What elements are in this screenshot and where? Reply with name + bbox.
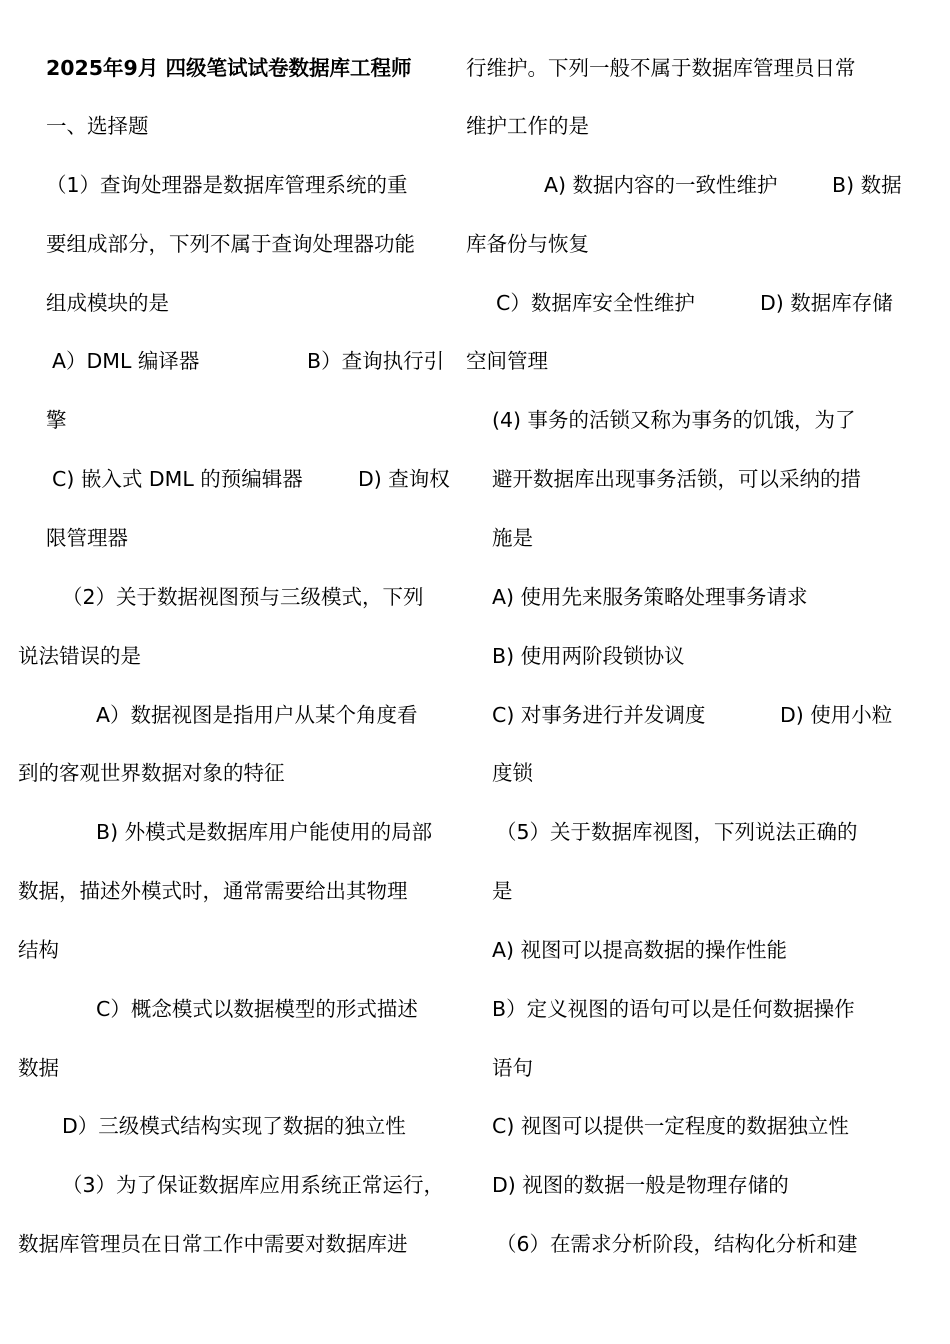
q3-option-c: C）数据库安全性维护	[496, 291, 695, 315]
right-line-q4-b: 避开数据库出现事务活锁，可以采纳的措	[492, 467, 861, 491]
right-line-q3-c: 行维护。下列一般不属于数据库管理员日常	[466, 56, 856, 80]
q2-option-b-cont: 数据，描述外模式时，通常需要给出其物理	[18, 879, 408, 903]
right-line-q4-c: 施是	[492, 526, 533, 550]
right-line-q6-a: （6）在需求分析阶段，结构化分析和建	[496, 1232, 858, 1256]
q4-option-c: C) 对事务进行并发调度	[492, 703, 706, 727]
q5-option-d: D) 视图的数据一般是物理存储的	[492, 1173, 789, 1197]
q1-option-c: C) 嵌入式 DML 的预编辑器	[52, 467, 303, 491]
q2-option-b: B) 外模式是数据库用户能使用的局部	[96, 820, 433, 844]
right-line-q5-b: 是	[492, 879, 513, 903]
document-title: 2025年9月 四级笔试试卷数据库工程师	[46, 56, 412, 80]
q3-option-a: A) 数据内容的一致性维护	[544, 173, 778, 197]
q2-option-b-cont2: 结构	[18, 938, 59, 962]
left-line-q1-b: 要组成部分，下列不属于查询处理器功能	[46, 232, 415, 256]
q5-option-b-cont: 语句	[492, 1056, 533, 1080]
q1-option-b-cont: 擎	[46, 408, 67, 432]
q1-option-d: D) 查询权	[358, 467, 450, 491]
q5-option-a: A) 视图可以提高数据的操作性能	[492, 938, 788, 962]
q4-option-d-cont: 度锁	[492, 761, 533, 785]
q2-option-a-cont: 到的客观世界数据对象的特征	[18, 761, 285, 785]
left-line-q2-a: （2）关于数据视图预与三级模式，下列	[62, 585, 424, 609]
q1-option-d-cont: 限管理器	[46, 526, 128, 550]
q3-option-b-cont: 库备份与恢复	[466, 232, 589, 256]
left-line-q3-a: （3）为了保证数据库应用系统正常运行，	[62, 1173, 445, 1197]
q5-option-c: C) 视图可以提供一定程度的数据独立性	[492, 1114, 849, 1138]
section-heading: 一、选择题	[46, 114, 149, 138]
q3-option-b: B) 数据	[832, 173, 902, 197]
q3-option-d: D) 数据库存储	[760, 291, 893, 315]
q1-option-b: B）查询执行引	[307, 349, 445, 373]
left-line-q1-c: 组成模块的是	[46, 291, 169, 315]
q4-option-d: D) 使用小粒	[780, 703, 893, 727]
left-line-q3-b: 数据库管理员在日常工作中需要对数据库进	[18, 1232, 408, 1256]
q1-option-a: A）DML 编译器	[52, 349, 200, 373]
left-line-q1-a: （1）查询处理器是数据库管理系统的重	[46, 173, 408, 197]
right-line-q3-d: 维护工作的是	[466, 114, 589, 138]
left-line-q2-b: 说法错误的是	[18, 644, 141, 668]
q2-option-c: C）概念模式以数据模型的形式描述	[96, 997, 418, 1021]
right-line-q4-a: (4) 事务的活锁又称为事务的饥饿，为了	[492, 408, 856, 432]
q4-option-a: A) 使用先来服务策略处理事务请求	[492, 585, 808, 609]
q2-option-c-cont: 数据	[18, 1056, 59, 1080]
right-line-q5-a: （5）关于数据库视图，下列说法正确的	[496, 820, 858, 844]
q2-option-d: D）三级模式结构实现了数据的独立性	[62, 1114, 406, 1138]
q4-option-b: B) 使用两阶段锁协议	[492, 644, 685, 668]
q5-option-b: B）定义视图的语句可以是任何数据操作	[492, 997, 855, 1021]
q3-option-d-cont: 空间管理	[466, 349, 548, 373]
q2-option-a: A）数据视图是指用户从某个角度看	[96, 703, 418, 727]
